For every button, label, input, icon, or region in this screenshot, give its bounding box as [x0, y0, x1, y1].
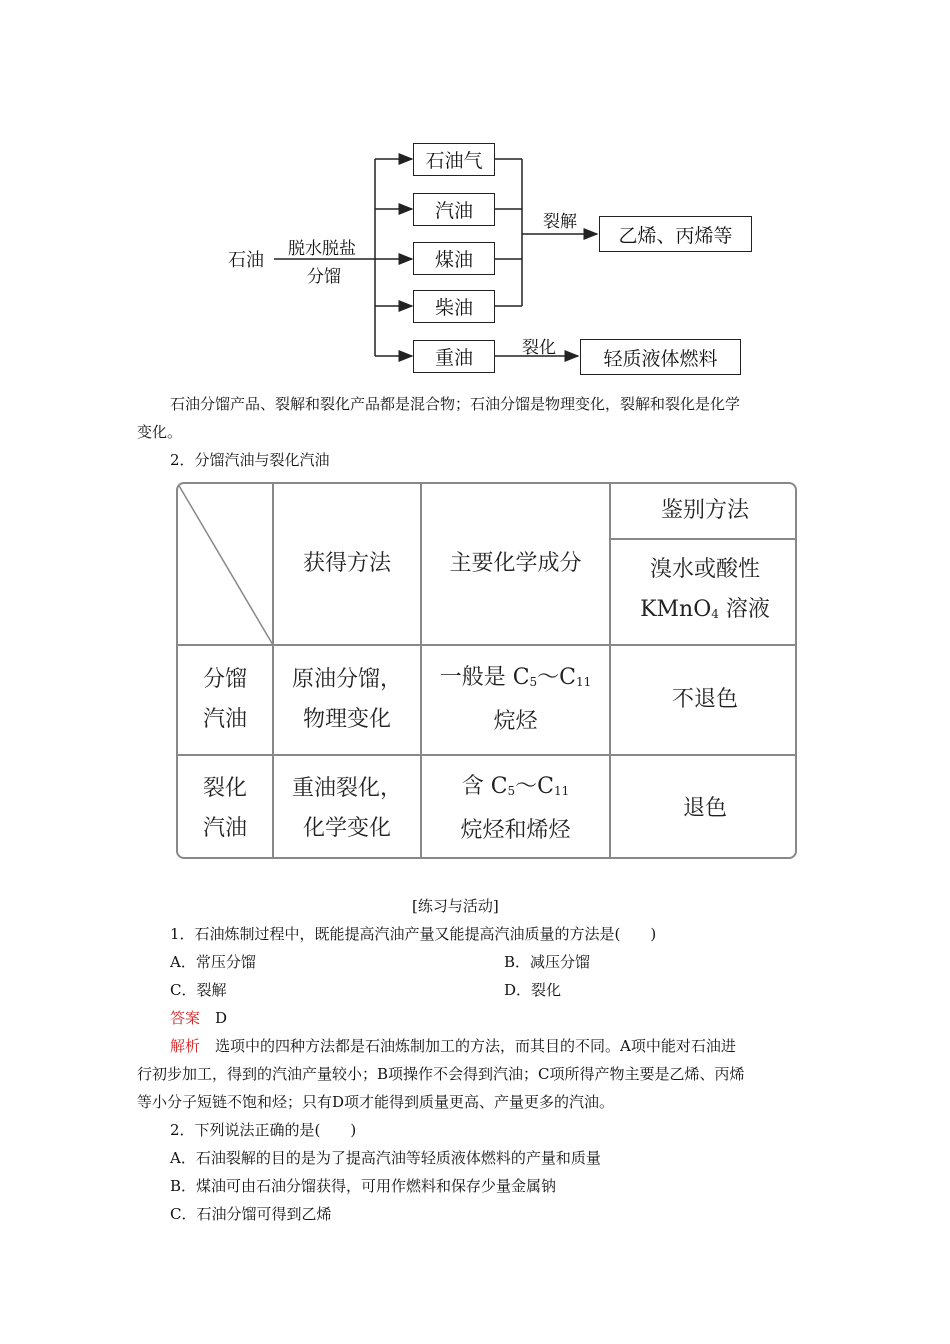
row-composition: 含 $C_5\sim C_{11}$ 烷烃和烯烃 — [460, 773, 571, 843]
q2-option-a: A．石油裂解的目的是为了提高汽油等轻质液体燃料的产量和质量 — [170, 1149, 601, 1167]
product-box: 煤油 — [413, 242, 495, 275]
header-diagonal — [178, 484, 273, 645]
flow-process-top: 脱水脱盐 — [288, 239, 356, 259]
header-composition: 主要化学成分 — [449, 551, 582, 576]
row-name: 裂化 汽油 — [202, 775, 247, 841]
header-method: 获得方法 — [302, 551, 391, 576]
flow-process-bottom: 分馏 — [307, 267, 341, 287]
flow-source: 石油 — [228, 250, 264, 271]
header-reagent — [611, 540, 797, 644]
row-method: 重油裂化， 化学变化 — [291, 775, 402, 841]
note-line-2: 变化。 — [137, 423, 183, 441]
question-2: 2．下列说法正确的是( ) — [170, 1121, 357, 1139]
answer-value: D — [215, 1009, 228, 1027]
header-reagent-line2: KMnO$_4$ 溶液 — [640, 597, 770, 622]
q1-option-a: A．常压分馏 — [170, 953, 256, 971]
analysis-line-2: 行初步加工，得到的汽油产量较小；B项操作不会得到汽油；C项所得产物主要是乙烯、丙烯 — [137, 1065, 745, 1083]
analysis-label: 解析 — [170, 1037, 201, 1055]
header-identify: 鉴别方法 — [660, 498, 749, 523]
row-result: 不退色 — [671, 687, 738, 712]
answer-line — [170, 1004, 227, 1032]
answer-label: 答案 — [170, 1009, 201, 1027]
comparison-table — [176, 482, 797, 859]
crack-result-box: 乙烯、丙烯等 — [599, 216, 752, 252]
practice-heading: [练习与活动] — [412, 897, 499, 915]
product-box: 汽油 — [413, 193, 495, 226]
row-name: 分馏 汽油 — [202, 667, 247, 732]
note-line-1: 石油分馏产品、裂解和裂化产品都是混合物；石油分馏是物理变化，裂解和裂化是化学 — [170, 395, 741, 413]
section-2-title: 2．分馏汽油与裂化汽油 — [170, 451, 330, 469]
q2-option-b: B．煤油可由石油分馏获得，可用作燃料和保存少量金属钠 — [170, 1177, 557, 1195]
header-reagent-line1: 溴水或酸性 — [649, 557, 760, 582]
analysis-line-1: 解析 选项中的四种方法都是石油炼制加工的方法，而其目的不同。A项中能对石油进 — [170, 1037, 736, 1055]
row-result: 退色 — [682, 795, 727, 821]
question-1: 1．石油炼制过程中，既能提高汽油产量又能提高汽油质量的方法是( ) — [170, 925, 657, 943]
row-composition: 一般是 $C_5\sim C_{11}$ 烷烃 — [439, 665, 592, 734]
q1-option-b: B．减压分馏 — [504, 953, 591, 971]
row-method: 原油分馏， 物理变化 — [291, 667, 402, 732]
q1-option-d: D．裂化 — [504, 981, 562, 999]
crack-label: 裂解 — [543, 212, 577, 232]
reform-label: 裂化 — [522, 338, 556, 358]
product-box: 重油 — [413, 340, 495, 373]
product-box: 石油气 — [413, 143, 495, 176]
q2-option-c: C．石油分馏可得到乙烯 — [170, 1205, 332, 1223]
analysis-line-3: 等小分子短链不饱和烃；只有D项才能得到质量更高、产量更多的汽油。 — [137, 1093, 615, 1111]
q1-option-c: C．裂解 — [170, 981, 227, 999]
product-box: 柴油 — [413, 290, 495, 323]
reform-result-box: 轻质液体燃料 — [580, 339, 741, 375]
